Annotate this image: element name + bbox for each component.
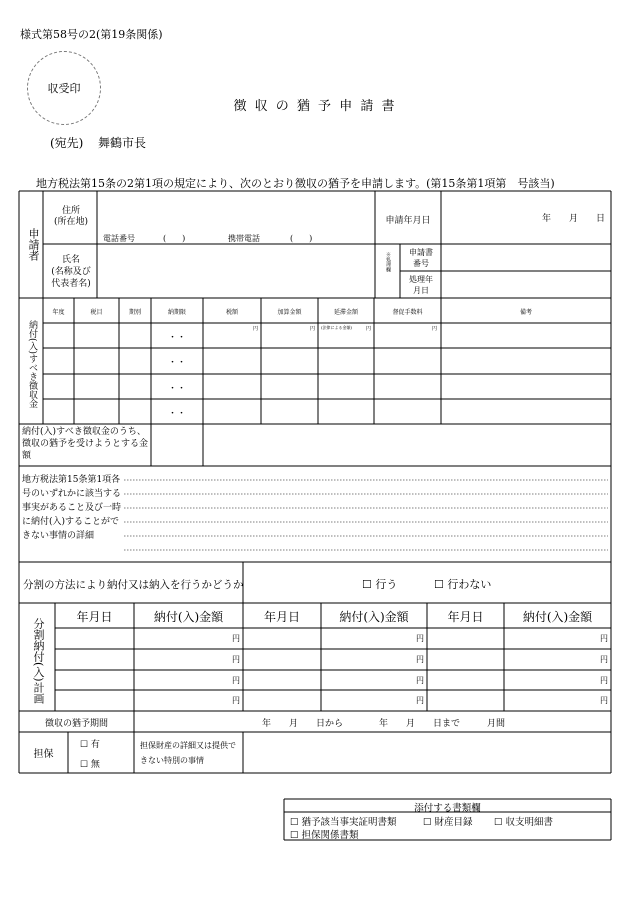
mobile-label: 携帯電話	[228, 234, 260, 243]
name-field[interactable]	[101, 247, 371, 295]
form-number: 様式第58号の2(第19条関係)	[20, 28, 163, 41]
col-header-tax-amount: 税額	[225, 309, 238, 316]
deadline-separator: ・・	[167, 358, 186, 368]
installment-question: 分割の方法により納付又は納入を行うかどうか	[23, 579, 244, 591]
application-date-label: 申請年月日	[385, 216, 431, 226]
installment-plan-label: 分割納付(入)計画	[32, 618, 45, 704]
col-header-additional-amount: 加算金額	[277, 309, 302, 316]
col-header-tax-item: 税目	[90, 309, 103, 316]
attachments-title: 添付する書類欄	[414, 803, 481, 814]
processing-date-label: 処理年 月日	[409, 275, 433, 295]
yen-unit: 円	[431, 326, 437, 332]
applicant-section-label: 申請者	[27, 228, 40, 261]
security-yes-checkbox[interactable]: ☐ 有	[80, 740, 100, 750]
plan-yen: 円	[232, 634, 240, 643]
reception-stamp-label: 収受印	[47, 82, 81, 95]
security-detail-label: 担保財産の詳細又は提供できない特別の事情	[140, 741, 236, 765]
deferral-amount-label: 納付(入)すべき徴収金のうち、徴収の猶予を受けようとする金額	[22, 427, 149, 461]
yen-unit: 円	[252, 326, 258, 332]
col-header-late-charge: 延滞金額	[333, 309, 358, 316]
application-statement: 地方税法第15条の2第1項の規定により、次のとおり徴収の猶予を申請します。(第15条第1項第 号該当)	[36, 177, 555, 190]
plan-yen: 円	[416, 696, 424, 705]
deferral-amount-field[interactable]	[154, 427, 200, 463]
plan-yen: 円	[416, 676, 424, 685]
plan-yen: 円	[600, 696, 608, 705]
plan-yen: 円	[600, 676, 608, 685]
phone-label: 電話番号	[103, 234, 135, 243]
mobile-paren: ( )	[290, 234, 313, 243]
deferral-period-field[interactable]: 年 月 日から 年 月 日まで 月間	[262, 719, 506, 729]
plan-yen: 円	[600, 634, 608, 643]
attachment-security-docs-checkbox[interactable]: ☐ 担保関係書類	[290, 830, 359, 841]
reason-field[interactable]	[124, 468, 608, 560]
installment-no-checkbox[interactable]: ☐ 行わない	[434, 578, 492, 591]
deadline-separator: ・・	[167, 384, 186, 394]
yen-unit: 円	[365, 326, 371, 332]
page-title: 徴 収 の 猶 予 申 請 書	[233, 99, 397, 114]
plan-col-amount: 納付(入)金額	[153, 610, 224, 624]
plan-yen: 円	[416, 655, 424, 664]
col-header-year: 年度	[52, 309, 65, 316]
security-label: 担保	[33, 749, 54, 760]
attachment-property-list-checkbox[interactable]: ☐ 財産目録	[423, 817, 473, 828]
office-use-label: ※処理欄	[385, 252, 391, 272]
address-label: 住所 (所在地)	[53, 206, 89, 227]
plan-col-date: 年月日	[447, 610, 484, 624]
tax-section-label: 納付(入)すべき徴収金	[27, 320, 37, 409]
plan-col-date: 年月日	[76, 610, 113, 624]
plan-col-date: 年月日	[263, 610, 300, 624]
late-charge-note: (法律による金額)	[321, 325, 353, 331]
name-label: 氏名 (名称及び 代表者名)	[51, 255, 91, 289]
attachment-proof-checkbox[interactable]: ☐ 猶予該当事実証明書類	[290, 817, 397, 828]
application-date-field[interactable]: 年 月 日	[541, 214, 605, 224]
plan-yen: 円	[416, 634, 424, 643]
deferral-period-label: 徴収の猶予期間	[44, 719, 108, 729]
plan-yen: 円	[232, 655, 240, 664]
plan-col-amount: 納付(入)金額	[522, 610, 593, 624]
col-header-deadline: 納期限	[167, 309, 186, 316]
installment-yes-checkbox[interactable]: ☐ 行う	[362, 578, 398, 591]
col-header-period: 期別	[128, 309, 141, 316]
deadline-separator: ・・	[167, 333, 186, 343]
document-number-label: 申請書 番号	[409, 248, 433, 268]
plan-yen: 円	[600, 655, 608, 664]
col-header-demand-fee: 督促手数料	[392, 309, 423, 316]
col-header-remarks: 備考	[519, 309, 532, 316]
security-detail-field[interactable]	[246, 734, 608, 771]
reason-label: 地方税法第15条第1項各号のいずれかに該当する事実があること及び一時に納付(入)することができない事情の詳細	[22, 475, 122, 541]
plan-yen: 円	[232, 676, 240, 685]
yen-unit: 円	[309, 326, 315, 332]
addressee: 舞鶴市長	[98, 136, 147, 150]
attachment-income-statement-checkbox[interactable]: ☐ 収支明細書	[494, 817, 554, 828]
security-no-checkbox[interactable]: ☐ 無	[80, 760, 100, 770]
addressee-prefix: (宛先)	[50, 136, 84, 150]
plan-col-amount: 納付(入)金額	[339, 610, 409, 624]
plan-yen: 円	[232, 696, 240, 705]
deadline-separator: ・・	[167, 409, 186, 419]
phone-paren: ( )	[163, 234, 186, 243]
